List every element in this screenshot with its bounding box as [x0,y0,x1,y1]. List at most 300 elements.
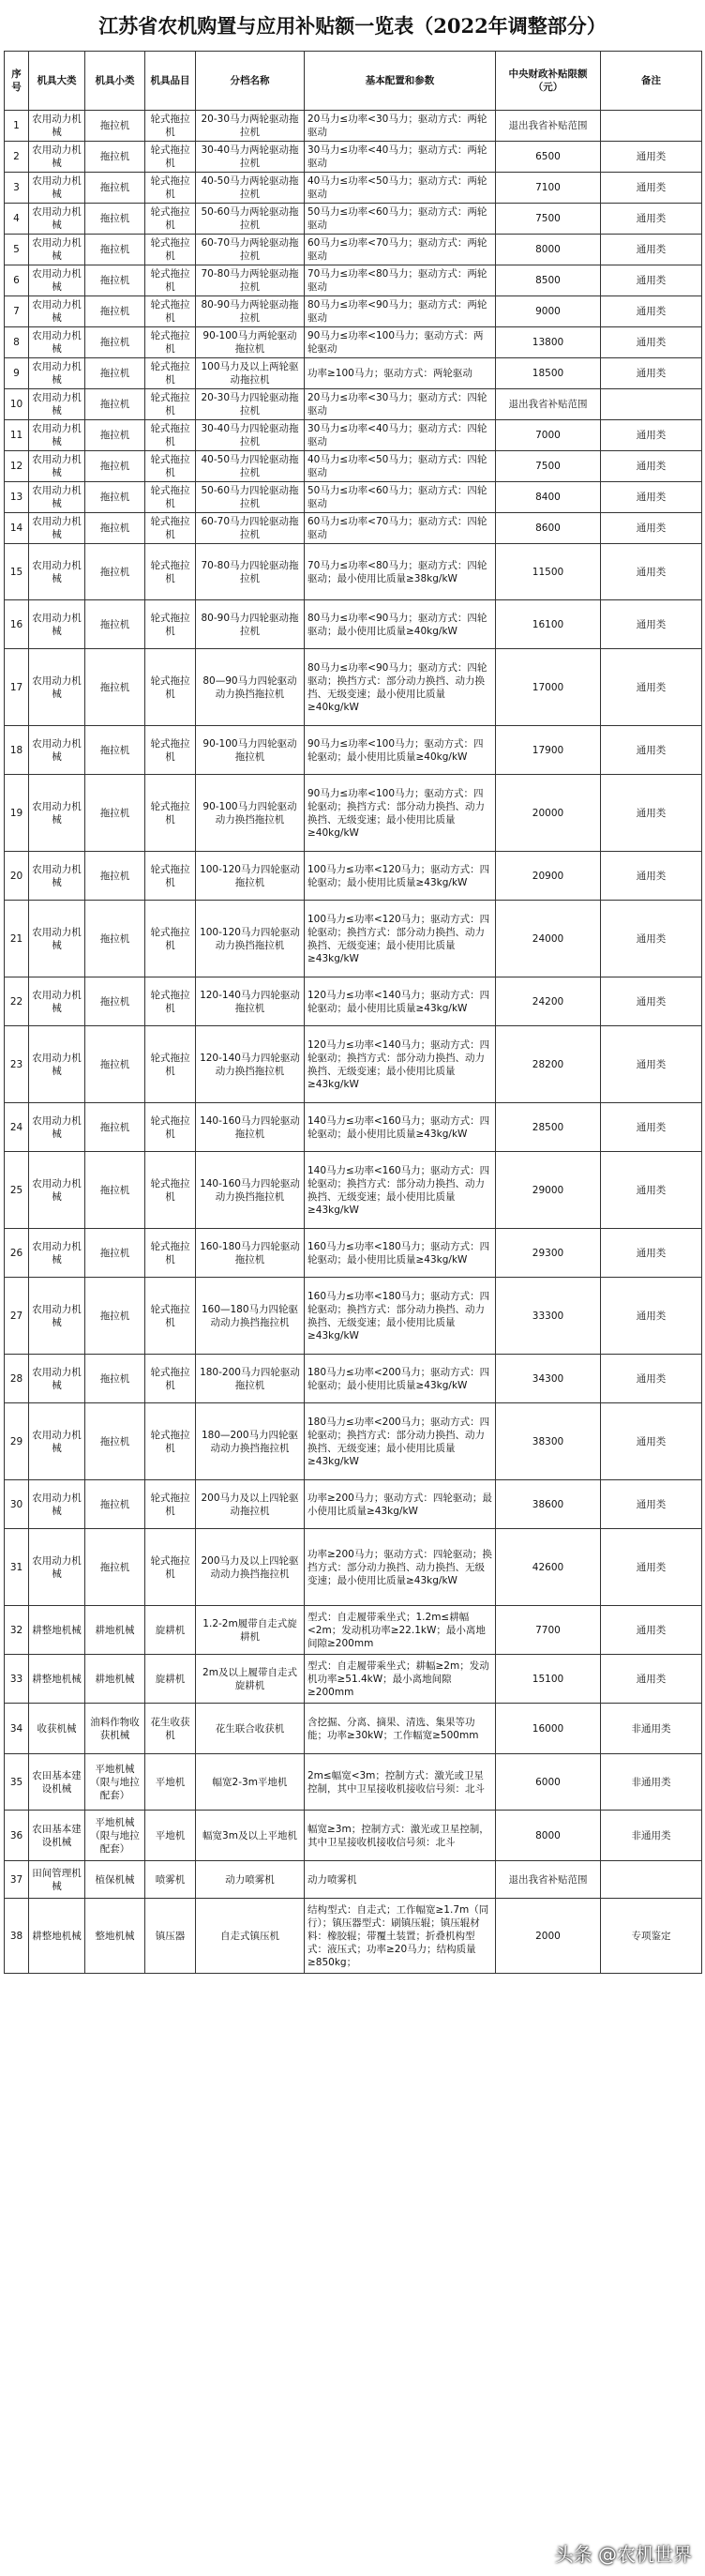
row-amount: 7500 [496,451,601,482]
row-note: 通用类 [601,1026,702,1103]
col-header-index: 序号 [5,52,29,111]
table-row [5,173,702,204]
row-params: 50马力≤功率<60马力；驱动方式：四轮驱动 [305,482,496,513]
table-row [5,327,702,358]
row-subcategory: 拖拉机 [85,775,145,852]
row-category: 农用动力机械 [29,1480,85,1529]
row-params: 型式：自走履带乘坐式；1.2m≤耕幅<2m；发动机功率≥22.1kW；最小离地间隙≥200mm [305,1606,496,1655]
table-row [5,1606,702,1655]
row-category: 农用动力机械 [29,775,85,852]
table-row [5,451,702,482]
row-subcategory: 拖拉机 [85,420,145,451]
row-index: 25 [5,1152,29,1229]
table-row [5,265,702,296]
row-grade: 80—90马力四轮驱动动力换挡拖拉机 [196,649,305,726]
row-item: 轮式拖拉机 [145,1355,196,1403]
row-amount: 7500 [496,204,601,235]
row-subcategory: 拖拉机 [85,111,145,142]
row-params: 动力喷雾机 [305,1861,496,1899]
row-note: 通用类 [601,265,702,296]
row-category: 农用动力机械 [29,1026,85,1103]
row-grade: 100-120马力四轮驱动拖拉机 [196,852,305,901]
row-index: 33 [5,1655,29,1704]
row-grade: 160—180马力四轮驱动动力换挡拖拉机 [196,1278,305,1355]
row-amount: 16100 [496,600,601,649]
row-params: 80马力≤功率<90马力；驱动方式：两轮驱动 [305,296,496,327]
row-amount: 11500 [496,544,601,600]
col-header-params: 基本配置和参数 [305,52,496,111]
row-note: 通用类 [601,1103,702,1152]
row-index: 38 [5,1899,29,1974]
row-note: 非通用类 [601,1754,702,1811]
row-subcategory: 拖拉机 [85,327,145,358]
row-note: 专项鉴定 [601,1899,702,1974]
row-subcategory: 油料作物收获机械 [85,1704,145,1754]
row-grade: 50-60马力四轮驱动拖拉机 [196,482,305,513]
row-note: 通用类 [601,726,702,775]
row-category: 农用动力机械 [29,482,85,513]
row-item: 轮式拖拉机 [145,600,196,649]
row-category: 农用动力机械 [29,1355,85,1403]
row-amount: 6500 [496,142,601,173]
row-index: 12 [5,451,29,482]
row-category: 农用动力机械 [29,235,85,265]
row-category: 农用动力机械 [29,296,85,327]
row-amount: 29300 [496,1229,601,1278]
row-params: 140马力≤功率<160马力；驱动方式：四轮驱动；换挡方式：部分动力换挡、动力换挡、无级变速；最小使用比质量≥43kg/kW [305,1152,496,1229]
row-category: 农用动力机械 [29,544,85,600]
row-category: 农用动力机械 [29,977,85,1026]
page-title: 江苏省农机购置与应用补贴额一览表（2022年调整部分） [98,14,607,38]
row-subcategory: 平地机械（限与地拉配套） [85,1811,145,1861]
row-item: 轮式拖拉机 [145,1026,196,1103]
row-item: 轮式拖拉机 [145,327,196,358]
row-note: 通用类 [601,451,702,482]
row-category: 农用动力机械 [29,1103,85,1152]
row-note: 通用类 [601,1480,702,1529]
row-index: 28 [5,1355,29,1403]
row-item: 轮式拖拉机 [145,852,196,901]
row-subcategory: 植保机械 [85,1861,145,1899]
row-note: 通用类 [601,649,702,726]
table-row [5,1480,702,1529]
row-item: 喷雾机 [145,1861,196,1899]
row-item: 轮式拖拉机 [145,1403,196,1480]
row-note [601,1861,702,1899]
row-amount: 退出我省补贴范围 [496,111,601,142]
row-params: 40马力≤功率<50马力；驱动方式：四轮驱动 [305,451,496,482]
table-row [5,482,702,513]
row-item: 轮式拖拉机 [145,726,196,775]
row-note: 通用类 [601,173,702,204]
row-category: 农用动力机械 [29,111,85,142]
row-item: 镇压器 [145,1899,196,1974]
row-subcategory: 拖拉机 [85,358,145,389]
row-note: 通用类 [601,1403,702,1480]
row-grade: 100马力及以上两轮驱动拖拉机 [196,358,305,389]
row-index: 9 [5,358,29,389]
row-item: 旋耕机 [145,1606,196,1655]
table-header-row [5,52,702,111]
row-params: 50马力≤功率<60马力；驱动方式：两轮驱动 [305,204,496,235]
row-grade: 30-40马力四轮驱动拖拉机 [196,420,305,451]
row-category: 农用动力机械 [29,1278,85,1355]
row-note: 通用类 [601,1655,702,1704]
row-note: 通用类 [601,358,702,389]
table-row [5,142,702,173]
row-item: 轮式拖拉机 [145,451,196,482]
row-index: 36 [5,1811,29,1861]
row-amount: 15100 [496,1655,601,1704]
row-category: 农用动力机械 [29,726,85,775]
row-category: 耕整地机械 [29,1655,85,1704]
row-category: 农用动力机械 [29,327,85,358]
row-index: 3 [5,173,29,204]
row-amount: 28500 [496,1103,601,1152]
row-note: 通用类 [601,204,702,235]
row-subcategory: 拖拉机 [85,204,145,235]
row-grade: 2m及以上履带自走式旋耕机 [196,1655,305,1704]
row-note: 通用类 [601,775,702,852]
row-index: 23 [5,1026,29,1103]
row-index: 10 [5,389,29,420]
row-item: 轮式拖拉机 [145,649,196,726]
row-category: 农用动力机械 [29,852,85,901]
row-category: 农用动力机械 [29,173,85,204]
row-amount: 38300 [496,1403,601,1480]
col-header-category: 机具大类 [29,52,85,111]
row-grade: 120-140马力四轮驱动拖拉机 [196,977,305,1026]
row-subcategory: 拖拉机 [85,1403,145,1480]
row-grade: 70-80马力两轮驱动拖拉机 [196,265,305,296]
row-amount: 8400 [496,482,601,513]
row-params: 80马力≤功率<90马力；驱动方式：四轮驱动；最小使用比质量≥40kg/kW [305,600,496,649]
row-grade: 90-100马力四轮驱动动力换挡拖拉机 [196,775,305,852]
row-amount: 8000 [496,1811,601,1861]
row-item: 轮式拖拉机 [145,901,196,977]
row-category: 田间管理机械 [29,1861,85,1899]
row-amount: 33300 [496,1278,601,1355]
row-note: 通用类 [601,296,702,327]
row-note: 通用类 [601,235,702,265]
row-params: 2m≤幅宽<3m；控制方式：激光或卫星控制，其中卫星接收机接收信号须：北斗 [305,1754,496,1811]
row-grade: 50-60马力两轮驱动拖拉机 [196,204,305,235]
row-note: 非通用类 [601,1704,702,1754]
row-amount: 6000 [496,1754,601,1811]
row-params: 90马力≤功率<100马力；驱动方式：四轮驱动；换挡方式：部分动力换挡、动力换挡、无级变速；最小使用比质量≥40kg/kW [305,775,496,852]
table-row [5,1754,702,1811]
table-row [5,1355,702,1403]
row-grade: 自走式镇压机 [196,1899,305,1974]
row-subcategory: 拖拉机 [85,901,145,977]
row-params: 30马力≤功率<40马力；驱动方式：两轮驱动 [305,142,496,173]
row-index: 1 [5,111,29,142]
row-category: 耕整地机械 [29,1899,85,1974]
row-category: 农用动力机械 [29,358,85,389]
table-row [5,1103,702,1152]
row-params: 60马力≤功率<70马力；驱动方式：两轮驱动 [305,235,496,265]
row-params: 功率≥100马力；驱动方式：两轮驱动 [305,358,496,389]
row-subcategory: 平地机械（限与地拉配套） [85,1754,145,1811]
row-index: 5 [5,235,29,265]
row-item: 轮式拖拉机 [145,544,196,600]
row-index: 15 [5,544,29,600]
row-note: 通用类 [601,544,702,600]
col-header-subcategory: 机具小类 [85,52,145,111]
row-amount: 38600 [496,1480,601,1529]
row-grade: 幅宽3m及以上平地机 [196,1811,305,1861]
row-params: 120马力≤功率<140马力；驱动方式：四轮驱动；换挡方式：部分动力换挡、动力换挡、无级变速；最小使用比质量≥43kg/kW [305,1026,496,1103]
table-row [5,1026,702,1103]
row-amount: 24000 [496,901,601,977]
row-note: 通用类 [601,977,702,1026]
row-subcategory: 拖拉机 [85,173,145,204]
row-item: 轮式拖拉机 [145,482,196,513]
row-params: 100马力≤功率<120马力；驱动方式：四轮驱动；最小使用比质量≥43kg/kW [305,852,496,901]
row-index: 8 [5,327,29,358]
row-subcategory: 拖拉机 [85,1229,145,1278]
col-header-item: 机具品目 [145,52,196,111]
row-category: 农用动力机械 [29,1529,85,1606]
row-params: 70马力≤功率<80马力；驱动方式：两轮驱动 [305,265,496,296]
table-row [5,544,702,600]
table-row [5,389,702,420]
row-amount: 8000 [496,235,601,265]
row-index: 16 [5,600,29,649]
row-grade: 动力喷雾机 [196,1861,305,1899]
row-note: 通用类 [601,327,702,358]
row-note: 通用类 [601,142,702,173]
row-subcategory: 拖拉机 [85,649,145,726]
row-subcategory: 拖拉机 [85,296,145,327]
row-index: 34 [5,1704,29,1754]
row-item: 轮式拖拉机 [145,358,196,389]
row-amount: 2000 [496,1899,601,1974]
row-subcategory: 拖拉机 [85,544,145,600]
table-body [5,111,702,1974]
table-row [5,111,702,142]
row-params: 40马力≤功率<50马力；驱动方式：两轮驱动 [305,173,496,204]
row-note: 通用类 [601,1152,702,1229]
row-item: 轮式拖拉机 [145,1229,196,1278]
row-index: 29 [5,1403,29,1480]
row-grade: 200马力及以上四轮驱动拖拉机 [196,1480,305,1529]
row-item: 旋耕机 [145,1655,196,1704]
table-row [5,235,702,265]
row-amount: 7700 [496,1606,601,1655]
row-item: 轮式拖拉机 [145,977,196,1026]
table-row [5,649,702,726]
row-index: 14 [5,513,29,544]
row-subcategory: 拖拉机 [85,482,145,513]
table-row [5,1861,702,1899]
table-row [5,1152,702,1229]
row-amount: 18500 [496,358,601,389]
table-row [5,513,702,544]
row-amount: 17000 [496,649,601,726]
row-params: 160马力≤功率<180马力；驱动方式：四轮驱动；最小使用比质量≥43kg/kW [305,1229,496,1278]
row-category: 农用动力机械 [29,513,85,544]
row-grade: 30-40马力两轮驱动拖拉机 [196,142,305,173]
table-row [5,204,702,235]
row-index: 21 [5,901,29,977]
table-row [5,1655,702,1704]
row-note [601,111,702,142]
row-grade: 140-160马力四轮驱动动力换挡拖拉机 [196,1152,305,1229]
row-params: 20马力≤功率<30马力；驱动方式：四轮驱动 [305,389,496,420]
row-category: 农用动力机械 [29,1403,85,1480]
row-amount: 7000 [496,420,601,451]
row-amount: 8500 [496,265,601,296]
row-item: 轮式拖拉机 [145,1278,196,1355]
watermark: 头条 @农机世界 [554,2543,692,2566]
row-note: 通用类 [601,1606,702,1655]
row-category: 农用动力机械 [29,1229,85,1278]
row-params: 80马力≤功率<90马力；驱动方式：四轮驱动；换挡方式：部分动力换挡、动力换挡、无级变速；最小使用比质量≥40kg/kW [305,649,496,726]
row-amount: 7100 [496,173,601,204]
row-subcategory: 拖拉机 [85,1152,145,1229]
table-row [5,1811,702,1861]
row-grade: 20-30马力两轮驱动拖拉机 [196,111,305,142]
row-note [601,389,702,420]
row-grade: 200马力及以上四轮驱动动力换挡拖拉机 [196,1529,305,1606]
row-category: 收获机械 [29,1704,85,1754]
row-index: 32 [5,1606,29,1655]
row-params: 60马力≤功率<70马力；驱动方式：四轮驱动 [305,513,496,544]
table-row [5,1229,702,1278]
row-amount: 退出我省补贴范围 [496,1861,601,1899]
row-item: 轮式拖拉机 [145,204,196,235]
row-params: 型式：自走履带乘坐式；耕幅≥2m；发动机功率≥51.4kW；最小离地间隙≥200mm [305,1655,496,1704]
row-subcategory: 拖拉机 [85,389,145,420]
row-category: 农用动力机械 [29,142,85,173]
row-amount: 28200 [496,1026,601,1103]
row-note: 通用类 [601,420,702,451]
row-subcategory: 拖拉机 [85,977,145,1026]
row-category: 农田基本建设机械 [29,1811,85,1861]
row-index: 24 [5,1103,29,1152]
row-item: 花生收获机 [145,1704,196,1754]
subsidy-table [4,51,702,1974]
row-item: 平地机 [145,1754,196,1811]
row-category: 农用动力机械 [29,420,85,451]
row-amount: 13800 [496,327,601,358]
row-amount: 20900 [496,852,601,901]
row-item: 轮式拖拉机 [145,389,196,420]
row-note: 通用类 [601,513,702,544]
row-grade: 120-140马力四轮驱动动力换挡拖拉机 [196,1026,305,1103]
row-note: 通用类 [601,1355,702,1403]
row-grade: 1.2-2m履带自走式旋耕机 [196,1606,305,1655]
row-item: 轮式拖拉机 [145,1103,196,1152]
row-note: 通用类 [601,1529,702,1606]
row-note: 非通用类 [601,1811,702,1861]
row-subcategory: 拖拉机 [85,852,145,901]
row-item: 轮式拖拉机 [145,111,196,142]
row-index: 18 [5,726,29,775]
row-grade: 40-50马力两轮驱动拖拉机 [196,173,305,204]
row-amount: 9000 [496,296,601,327]
row-amount: 24200 [496,977,601,1026]
row-index: 19 [5,775,29,852]
row-subcategory: 耕地机械 [85,1655,145,1704]
table-row [5,1403,702,1480]
row-grade: 70-80马力四轮驱动拖拉机 [196,544,305,600]
row-params: 20马力≤功率<30马力；驱动方式：两轮驱动 [305,111,496,142]
row-subcategory: 拖拉机 [85,600,145,649]
row-amount: 42600 [496,1529,601,1606]
col-header-amount: 中央财政补贴限额（元） [496,52,601,111]
table-row [5,726,702,775]
row-params: 100马力≤功率<120马力；驱动方式：四轮驱动；换挡方式：部分动力换挡、动力换挡、无级变速；最小使用比质量≥43kg/kW [305,901,496,977]
table-row [5,775,702,852]
row-amount: 17900 [496,726,601,775]
table-row [5,420,702,451]
row-grade: 90-100马力四轮驱动拖拉机 [196,726,305,775]
row-params: 幅宽≥3m；控制方式：激光或卫星控制，其中卫星接收机接收信号须：北斗 [305,1811,496,1861]
row-note: 通用类 [601,482,702,513]
table-row [5,977,702,1026]
row-amount: 8600 [496,513,601,544]
col-header-grade: 分档名称 [196,52,305,111]
row-item: 轮式拖拉机 [145,296,196,327]
row-subcategory: 耕地机械 [85,1606,145,1655]
row-category: 农用动力机械 [29,451,85,482]
row-grade: 60-70马力四轮驱动拖拉机 [196,513,305,544]
row-category: 农用动力机械 [29,901,85,977]
row-subcategory: 拖拉机 [85,451,145,482]
row-index: 7 [5,296,29,327]
table-row [5,1278,702,1355]
row-index: 17 [5,649,29,726]
row-params: 160马力≤功率<180马力；驱动方式：四轮驱动；换挡方式：部分动力换挡、动力换挡、无级变速；最小使用比质量≥43kg/kW [305,1278,496,1355]
row-grade: 幅宽2-3m平地机 [196,1754,305,1811]
row-item: 轮式拖拉机 [145,142,196,173]
row-item: 轮式拖拉机 [145,1529,196,1606]
row-params: 140马力≤功率<160马力；驱动方式：四轮驱动；最小使用比质量≥43kg/kW [305,1103,496,1152]
row-index: 4 [5,204,29,235]
row-item: 轮式拖拉机 [145,420,196,451]
row-amount: 34300 [496,1355,601,1403]
row-params: 30马力≤功率<40马力；驱动方式：四轮驱动 [305,420,496,451]
row-item: 轮式拖拉机 [145,173,196,204]
row-index: 27 [5,1278,29,1355]
row-item: 轮式拖拉机 [145,513,196,544]
table-row [5,600,702,649]
row-subcategory: 拖拉机 [85,235,145,265]
row-subcategory: 拖拉机 [85,513,145,544]
row-item: 轮式拖拉机 [145,235,196,265]
table-row [5,1899,702,1974]
row-index: 26 [5,1229,29,1278]
row-note: 通用类 [601,600,702,649]
row-subcategory: 拖拉机 [85,265,145,296]
row-amount: 29000 [496,1152,601,1229]
row-params: 120马力≤功率<140马力；驱动方式：四轮驱动；最小使用比质量≥43kg/kW [305,977,496,1026]
table-row [5,358,702,389]
row-item: 轮式拖拉机 [145,775,196,852]
table-row [5,852,702,901]
row-index: 2 [5,142,29,173]
row-category: 农用动力机械 [29,265,85,296]
row-category: 农用动力机械 [29,389,85,420]
row-params: 功率≥200马力；驱动方式：四轮驱动；换挡方式：部分动力换挡、动力换挡、无级变速；最小使用比质量≥43kg/kW [305,1529,496,1606]
row-params: 结构型式：自走式；工作幅宽≥1.7m（同行）；镇压器型式：刷镇压辊；镇压辊材料：橡胶辊；带覆土装置；折叠机构型式：液压式；功率≥20马力；结构质量≥850kg； [305,1899,496,1974]
table-row [5,901,702,977]
row-grade: 花生联合收获机 [196,1704,305,1754]
row-category: 农用动力机械 [29,1152,85,1229]
row-item: 轮式拖拉机 [145,265,196,296]
